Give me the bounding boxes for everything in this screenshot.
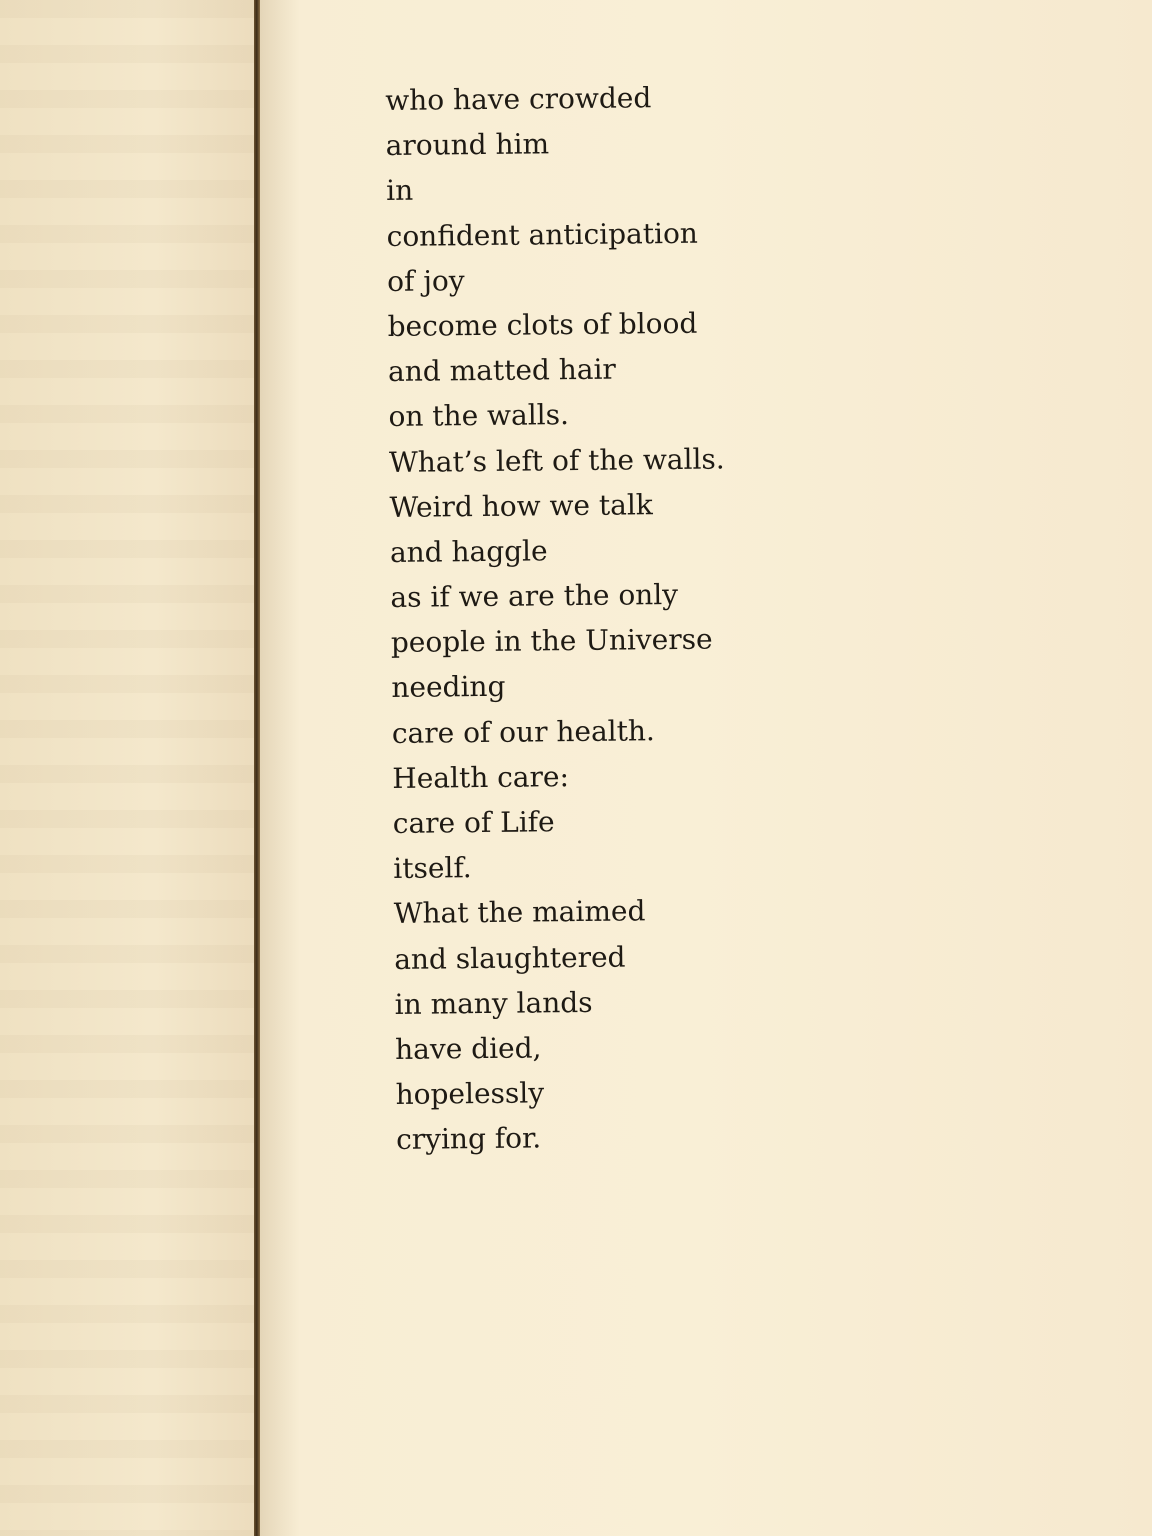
poem-line: itself. bbox=[393, 851, 472, 886]
poem-line: people in the Universe bbox=[390, 622, 713, 660]
left-page-bleed-through bbox=[0, 0, 254, 1536]
poem-line: on the walls. bbox=[388, 398, 570, 434]
poem-line: crying for. bbox=[395, 1121, 542, 1157]
poem-line: confident anticipation bbox=[386, 216, 699, 253]
poem-line: hopelessly bbox=[395, 1076, 545, 1112]
poem-line: in many lands bbox=[394, 985, 593, 1021]
poem-line: and matted hair bbox=[387, 352, 617, 389]
left-page bbox=[0, 0, 256, 1536]
poem-line: What the maimed bbox=[393, 894, 646, 931]
poem-line: and haggle bbox=[389, 534, 548, 569]
poem-line: care of Life bbox=[392, 805, 555, 840]
poem-line: around him bbox=[385, 127, 550, 163]
poem-line: Weird how we talk bbox=[389, 487, 653, 524]
poem-line: care of our health. bbox=[391, 713, 655, 750]
poem-line: of joy bbox=[386, 263, 465, 298]
poem-line: in bbox=[386, 174, 414, 208]
poem-line: as if we are the only bbox=[390, 578, 679, 615]
poem-line: What’s left of the walls. bbox=[388, 441, 725, 479]
poem-line: have died, bbox=[394, 1031, 542, 1066]
poem-line: who have crowded bbox=[385, 81, 652, 117]
poem-text bbox=[385, 74, 732, 1162]
poem-line: Health care: bbox=[392, 759, 570, 795]
poem-line: and slaughtered bbox=[394, 940, 626, 976]
poem-line: needing bbox=[391, 670, 506, 705]
poem-line: become clots of blood bbox=[387, 306, 698, 343]
